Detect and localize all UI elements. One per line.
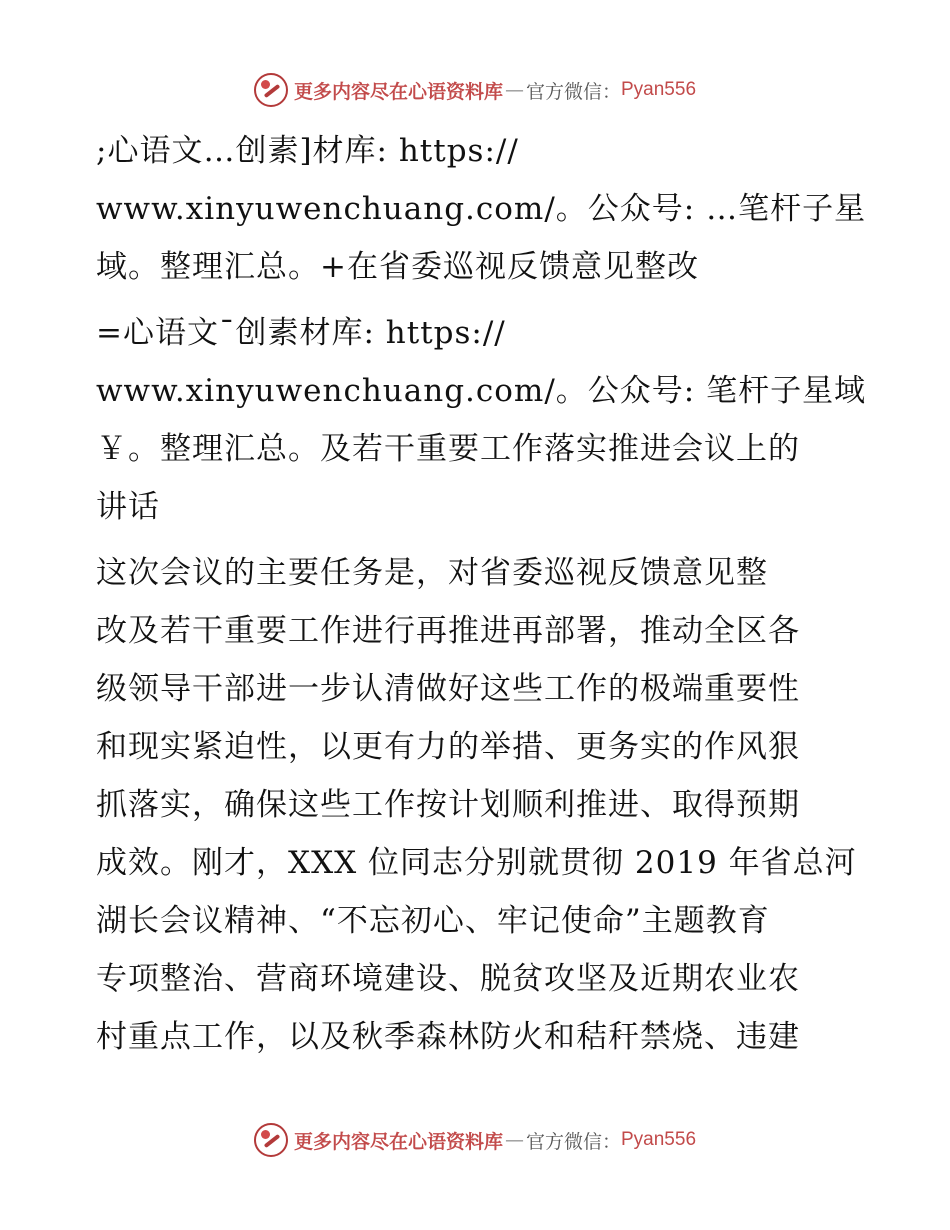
text-line: 抓落实，确保这些工作按计划顺利推进、取得预期 [96,787,800,823]
banner-dash: — [504,79,524,101]
banner-main-text: 更多内容尽在心语资料库 [293,80,503,103]
banner-dash: — [504,1129,524,1151]
text-line: 专项整治、营商环境建设、脱贫攻坚及近期农业农 [96,961,800,997]
banner-label: 官方微信： [525,80,621,103]
text-line: 这次会议的主要任务是，对省委巡视反馈意见整 [96,555,768,591]
text-line: ￥。整理汇总。及若干重要工作落实推进会议上的 [96,431,800,467]
paragraph-3 [96,544,856,1066]
text-line: 域。整理汇总。+在省委巡视反馈意见整改 [96,249,699,285]
text-line: www.xinyuwenchuang.com/。公众号: …笔杆子星 [96,191,867,227]
text-line: 级领导干部进一步认清做好这些工作的极端重要性 [96,671,800,707]
text-line: 湖长会议精神、“不忘初心、牢记使命”主题教育 [96,903,770,939]
banner-label: 官方微信： [525,1130,621,1153]
text-line: 村重点工作，以及秋季森林防火和秸秆禁烧、违建 [96,1019,800,1055]
banner-wechat-id: Pyan556 [621,1129,697,1150]
banner-wechat-id: Pyan556 [621,79,697,100]
text-line: 和现实紧迫性，以更有力的举措、更务实的作风狠 [96,729,800,765]
banner-main-text: 更多内容尽在心语资料库 [293,1130,503,1153]
document-body [96,122,867,1066]
quill-logo-icon [254,73,288,107]
text-line: 成效。刚才，XXX 位同志分别就贯彻 2019 年省总河 [96,845,857,881]
text-line: www.xinyuwenchuang.com/。公众号: 笔杆子星域 [96,373,867,409]
paragraph-2 [96,304,867,536]
paragraph-1 [96,122,867,296]
quill-logo-icon [254,1123,288,1157]
text-line: 讲话 [96,489,160,525]
text-line: =心语文¯创素材库: https:// [96,315,506,351]
text-line: 改及若干重要工作进行再推进再部署，推动全区各 [96,613,800,649]
text-line: ;心语文…创素]材库: https:// [96,133,519,169]
header-banner [0,70,950,110]
footer-banner [0,1120,950,1160]
